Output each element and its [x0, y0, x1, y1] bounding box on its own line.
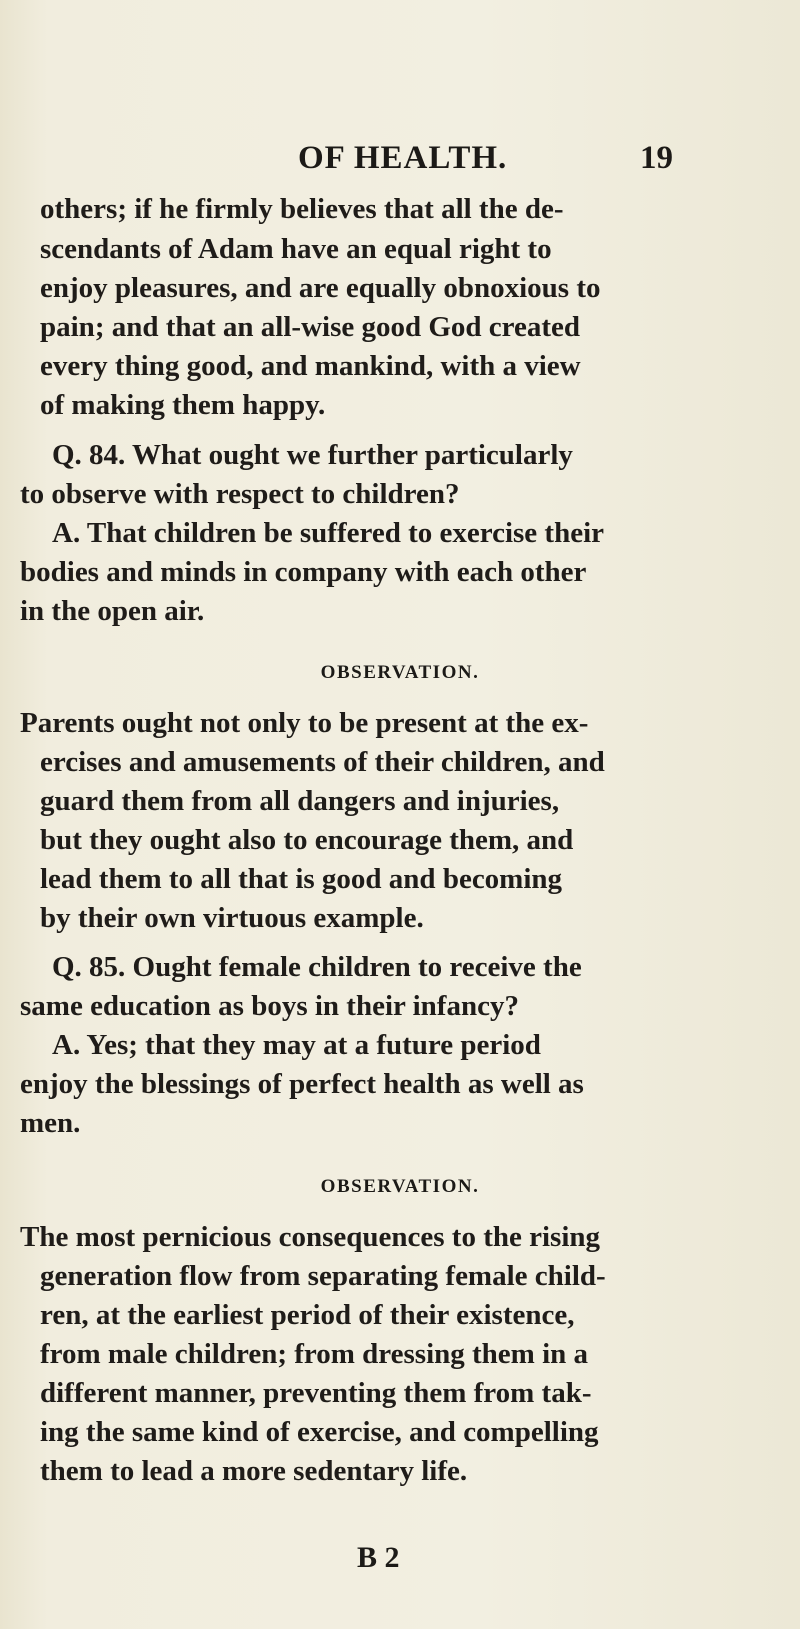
- observation-line: ing the same kind of exercise, and compelling: [40, 1416, 599, 1448]
- observation-heading: OBSERVATION.: [320, 662, 480, 683]
- observation-line: different manner, preventing them from tak-: [40, 1377, 592, 1409]
- observation-line: from male children; from dressing them in a: [40, 1338, 589, 1370]
- answer-line: A. Yes; that they may at a future period: [52, 1029, 541, 1061]
- answer-line: enjoy the blessings of perfect health as well as: [20, 1068, 584, 1100]
- observation-line: ercises and amusements of their children, and: [40, 746, 605, 778]
- question-line: same education as boys in their infancy?: [20, 990, 519, 1022]
- text-line: scendants of Adam have an equal right to: [40, 233, 552, 265]
- text-line: enjoy pleasures, and are equally obnoxious to: [40, 272, 601, 304]
- text-line: every thing good, and mankind, with a view: [40, 350, 581, 382]
- text-line: others; if he firmly believes that all the de-: [40, 193, 564, 225]
- page-header: [0, 140, 800, 180]
- answer-line: A. That children be suffered to exercise their: [52, 517, 605, 549]
- text-line: of making them happy.: [40, 389, 326, 421]
- answer-line: men.: [20, 1107, 81, 1139]
- observation-line: The most pernicious consequences to the rising: [20, 1221, 600, 1253]
- observation-line: guard them from all dangers and injuries,: [40, 785, 560, 817]
- signature-mark: B 2: [357, 1541, 400, 1574]
- question-line: Q. 85. Ought female children to receive the: [52, 951, 582, 983]
- question-line: Q. 84. What ought we further particularly: [52, 439, 573, 471]
- observation-line: by their own virtuous example.: [40, 902, 424, 934]
- observation-line: Parents ought not only to be present at the ex-: [20, 707, 589, 739]
- observation-line: them to lead a more sedentary life.: [40, 1455, 468, 1487]
- observation-heading: OBSERVATION.: [320, 1176, 480, 1197]
- page-number: 19: [640, 140, 673, 176]
- observation-line: ren, at the earliest period of their existence,: [40, 1299, 575, 1331]
- answer-line: bodies and minds in company with each other: [20, 556, 587, 588]
- observation-line: but they ought also to encourage them, and: [40, 824, 574, 856]
- answer-line: in the open air.: [20, 595, 205, 627]
- question-line: to observe with respect to children?: [20, 478, 460, 510]
- running-head: OF HEALTH.: [298, 140, 508, 176]
- observation-line: generation flow from separating female child-: [40, 1260, 606, 1292]
- observation-line: lead them to all that is good and becoming: [40, 863, 563, 895]
- text-line: pain; and that an all-wise good God created: [40, 311, 581, 343]
